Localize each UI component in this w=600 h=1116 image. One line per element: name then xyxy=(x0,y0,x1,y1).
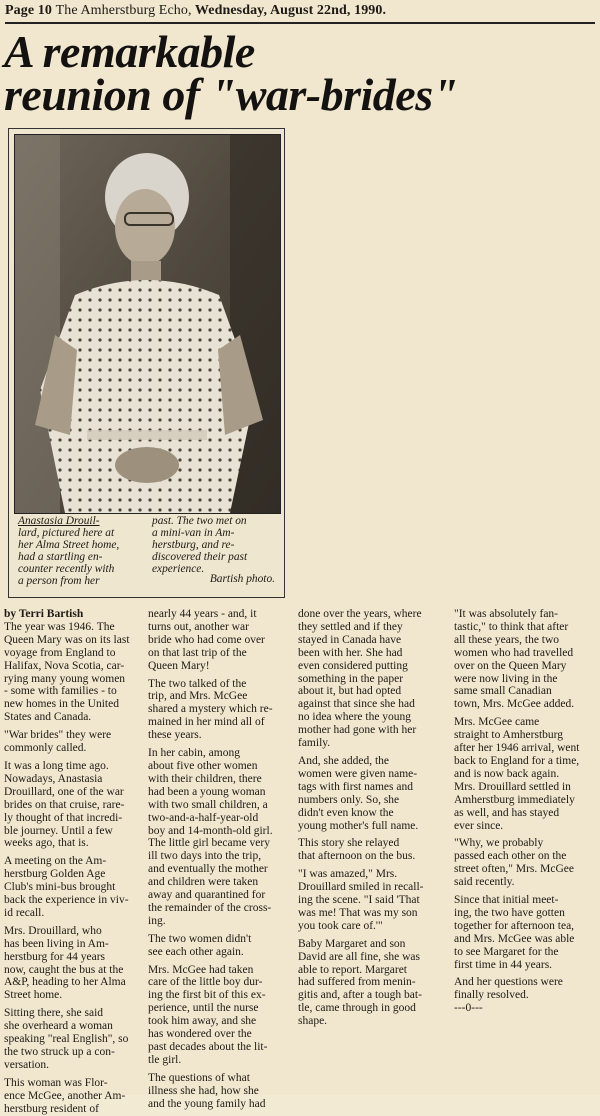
column-text xyxy=(4,621,137,1116)
article-line: tastic," to think that after xyxy=(454,620,569,633)
article-column-2 xyxy=(148,608,290,1111)
article-line: against that since she had xyxy=(298,698,415,711)
article-line: Mrs. McGee came xyxy=(454,716,540,729)
article-line: Since that initial meet- xyxy=(454,894,559,907)
article-line: been with her. She had xyxy=(298,646,403,659)
article-line: the remainder of the cross- xyxy=(148,901,272,914)
article-line: Drouillard smiled in recall- xyxy=(298,881,424,894)
article-line: The two talked of the xyxy=(148,677,247,690)
article-line: now, caught the bus at the xyxy=(4,963,124,976)
article-line: has been living in Am- xyxy=(4,937,109,950)
article-line: The two women didn't xyxy=(148,932,252,945)
caption-line: past. The two met on xyxy=(152,515,247,527)
article-line: "Why, we probably xyxy=(454,837,544,850)
article-line: back to England for a time, xyxy=(454,754,580,767)
article-line: Amherstburg immediately xyxy=(454,793,575,806)
article-line: David are all fine, she was xyxy=(298,950,420,963)
article-line: and the young family had xyxy=(148,1097,266,1110)
column-text xyxy=(148,608,290,1111)
article-line: was me! That was my son xyxy=(298,906,418,919)
article-line: after her 1946 arrival, went xyxy=(454,742,580,755)
article-line: and children were taken xyxy=(148,876,259,889)
article-line: they settled and if they xyxy=(298,620,403,633)
article-line: ing, the two have gotten xyxy=(454,906,565,919)
article-line: id recall. xyxy=(4,906,45,919)
caption-line: discovered their past xyxy=(152,551,248,563)
article-line: In her cabin, among xyxy=(148,747,240,760)
article-line: to see Margaret for the xyxy=(454,945,559,958)
article-line: herstburg resident of xyxy=(4,1102,99,1115)
article-line: able to report. Margaret xyxy=(298,963,407,976)
article-line: The little girl became very xyxy=(148,837,270,850)
article-line: gitis and, after a tough bat- xyxy=(298,989,422,1002)
article-line: rying many young women xyxy=(4,672,126,685)
article-line: And her questions were xyxy=(454,976,563,989)
article-line: ---0--- xyxy=(454,1002,483,1015)
article-line: straight to Amherstburg xyxy=(454,729,564,742)
article-line: as well, and has stayed xyxy=(454,806,560,819)
article-line: she overheard a woman xyxy=(4,1020,113,1033)
article-line: commonly called. xyxy=(4,742,87,755)
article-line: "It was absolutely fan- xyxy=(454,608,559,620)
article-line: had been a young woman xyxy=(148,785,266,798)
article-line: A&P, heading to her Alma xyxy=(4,976,126,989)
article-line: and Mrs. McGee was able xyxy=(454,932,575,945)
photo-box xyxy=(8,128,285,598)
article-line: back the experience in viv- xyxy=(4,894,129,907)
article-line: even considered putting xyxy=(298,659,408,672)
article-column-1 xyxy=(4,608,137,1116)
article-line: over on the Queen Mary xyxy=(454,659,567,672)
caption-line: a mini-van in Am- xyxy=(152,527,235,539)
caption-line: counter recently with xyxy=(18,563,115,575)
portrait-image xyxy=(15,135,280,513)
article-line: ill two days into the trip, xyxy=(148,850,262,863)
article-line: shape. xyxy=(298,1015,328,1028)
headline-line-2: reunion of "war-brides" xyxy=(4,69,458,120)
article-line: no idea where the young xyxy=(298,711,412,724)
article-line: trip, and Mrs. McGee xyxy=(148,690,248,703)
caption-line: herstburg, and re- xyxy=(152,539,235,551)
article-line: young mother's full name. xyxy=(298,819,419,832)
article-line: turns out, another war xyxy=(148,620,249,633)
article-line: perience, until the nurse xyxy=(148,1002,259,1015)
article-line: Mrs. Drouillard, who xyxy=(4,924,102,937)
article-line: This woman was Flor- xyxy=(4,1076,108,1089)
article-line: brides on that cruise, rare- xyxy=(4,798,125,811)
article-line: Sitting there, she said xyxy=(4,1007,104,1020)
caption-line: had a startling en- xyxy=(18,551,103,563)
article-line: took him away, and she xyxy=(148,1015,257,1028)
portrait-photo xyxy=(14,134,281,514)
article-line: Nowadays, Anastasia xyxy=(4,772,103,785)
article-line: and eventually the mother xyxy=(148,863,268,876)
article-line: This story she relayed xyxy=(298,837,400,850)
article-line: tle girl. xyxy=(148,1053,182,1066)
article-line: versation. xyxy=(4,1058,50,1071)
headline xyxy=(4,26,564,120)
article-line: together for afternoon tea, xyxy=(454,919,575,932)
page-number: Page 10 xyxy=(5,3,52,18)
article-line: you took care of.'" xyxy=(298,919,383,932)
article-line: ever since. xyxy=(454,819,504,832)
article-line: same small Canadian xyxy=(454,685,552,698)
article-line: numbers only. So, she xyxy=(298,793,400,806)
caption-line: Anastasia Drouil- xyxy=(18,515,100,527)
article-line: It was a long time ago. xyxy=(4,759,109,772)
article-line: - some with families - to xyxy=(4,685,117,698)
article-line: past decades about the lit- xyxy=(148,1041,268,1053)
article-line: about it, but had opted xyxy=(298,685,402,698)
caption-right xyxy=(152,515,276,575)
article-line: town, Mrs. McGee added. xyxy=(454,698,575,711)
article-line: voyage from England to xyxy=(4,646,116,659)
article-line: these years. xyxy=(148,729,202,742)
article-line: on that last trip of the xyxy=(148,646,247,659)
article-line: ing. xyxy=(148,914,166,927)
column-text xyxy=(454,608,598,1015)
article-line: family. xyxy=(298,737,331,750)
article-line: about five other women xyxy=(148,759,258,772)
article-line: passed each other on the xyxy=(454,850,567,863)
article-line: "War brides" they were xyxy=(4,729,112,742)
newspaper-name: The Amherstburg Echo, xyxy=(55,3,192,18)
article-line: and is now back again. xyxy=(454,767,560,780)
article-line: Mrs. Drouillard settled in xyxy=(454,780,571,793)
article-line: illness she had, how she xyxy=(148,1084,259,1097)
article-line: speaking "real English", so xyxy=(4,1033,129,1046)
headline-line-1: A remarkable xyxy=(4,26,255,77)
article-line: States and Canada. xyxy=(4,711,92,724)
article-line: women were given name- xyxy=(298,767,418,780)
article-line: bride who had come over xyxy=(148,633,265,646)
article-line: "I was amazed," Mrs. xyxy=(298,868,398,881)
column-text xyxy=(298,608,444,1028)
article-line: boy and 14-month-old girl. xyxy=(148,824,273,837)
article-line: didn't even know the xyxy=(298,806,394,819)
article-line: new homes in the United xyxy=(4,698,119,711)
article-line: that afternoon on the bus. xyxy=(298,850,416,863)
article-line: A meeting on the Am- xyxy=(4,855,107,868)
caption-line: experience. xyxy=(152,563,205,575)
article-line: The year was 1946. The xyxy=(4,620,115,633)
caption-left xyxy=(18,515,142,587)
article-column-3 xyxy=(298,608,444,1028)
article-line: see each other again. xyxy=(148,945,244,958)
article-line: something in the paper xyxy=(298,672,404,685)
caption-line: lard, pictured here at xyxy=(18,527,115,539)
article-line: with two small children, a xyxy=(148,798,268,811)
article-line: away and quarantined for xyxy=(148,889,266,902)
article-line: ence McGee, another Am- xyxy=(4,1089,126,1102)
caption-line: her Alma Street home, xyxy=(18,539,120,551)
article-line: Queen Mary was on its last xyxy=(4,633,130,646)
article-line: nearly 44 years - and, it xyxy=(148,608,257,620)
article-line: has wondered over the xyxy=(148,1028,252,1041)
article-line: The questions of what xyxy=(148,1071,250,1084)
article-line: ing the scene. "I said 'That xyxy=(298,894,420,907)
page-header xyxy=(5,3,595,25)
caption-line: a person from her xyxy=(18,575,100,587)
article-line: ly thought of that incredi- xyxy=(4,811,123,824)
article-line: ble journey. Until a few xyxy=(4,824,113,837)
article-line: And, she added, the xyxy=(298,754,390,767)
article-line: tle, came through in good xyxy=(298,1002,416,1015)
article-column-4 xyxy=(454,608,598,1015)
article-line: Baby Margaret and son xyxy=(298,937,406,950)
article-line: Mrs. McGee had taken xyxy=(148,963,254,976)
article-line: with their children, there xyxy=(148,772,262,785)
article-line: herstburg Golden Age xyxy=(4,868,106,881)
article-line: care of the little boy dur- xyxy=(148,976,263,989)
article-line: said recently. xyxy=(454,876,515,889)
article-line: weeks ago, that is. xyxy=(4,837,89,850)
article-line: Halifax, Nova Scotia, car- xyxy=(4,659,125,672)
article-line: women who had travelled xyxy=(454,646,574,659)
article-line: shared a mystery which re- xyxy=(148,703,273,716)
article-line: done over the years, where xyxy=(298,608,422,620)
photo-caption xyxy=(18,515,275,593)
article-line: Queen Mary! xyxy=(148,659,210,672)
article-line: were now living in the xyxy=(454,672,558,685)
article-line: the two struck up a con- xyxy=(4,1046,115,1058)
article-line: first time in 44 years. xyxy=(454,958,553,971)
header-rule xyxy=(5,22,595,24)
article-line: Street home. xyxy=(4,989,63,1002)
article-line: mained in her mind all of xyxy=(148,716,265,729)
article-line: mother had gone with her xyxy=(298,724,417,737)
article-line: finally resolved. xyxy=(454,989,529,1002)
byline: by Terri Bartish xyxy=(4,608,84,620)
article-line: tags with first names and xyxy=(298,780,413,793)
article-line: herstburg for 44 years xyxy=(4,950,106,963)
article-line: ing the first bit of this ex- xyxy=(148,989,266,1002)
article-line: all these years, the two xyxy=(454,633,560,646)
article-line: stayed in Canada have xyxy=(298,633,402,646)
issue-date: Wednesday, August 22nd, 1990. xyxy=(194,3,387,18)
article-line: street often," Mrs. McGee xyxy=(454,863,574,876)
article-line: Drouillard, one of the war xyxy=(4,785,124,798)
article-line: two-and-a-half-year-old xyxy=(148,811,259,824)
article-line: had suffered from menin- xyxy=(298,976,416,989)
article-line: Club's mini-bus brought xyxy=(4,881,116,894)
photo-credit: Bartish photo. xyxy=(209,573,275,585)
